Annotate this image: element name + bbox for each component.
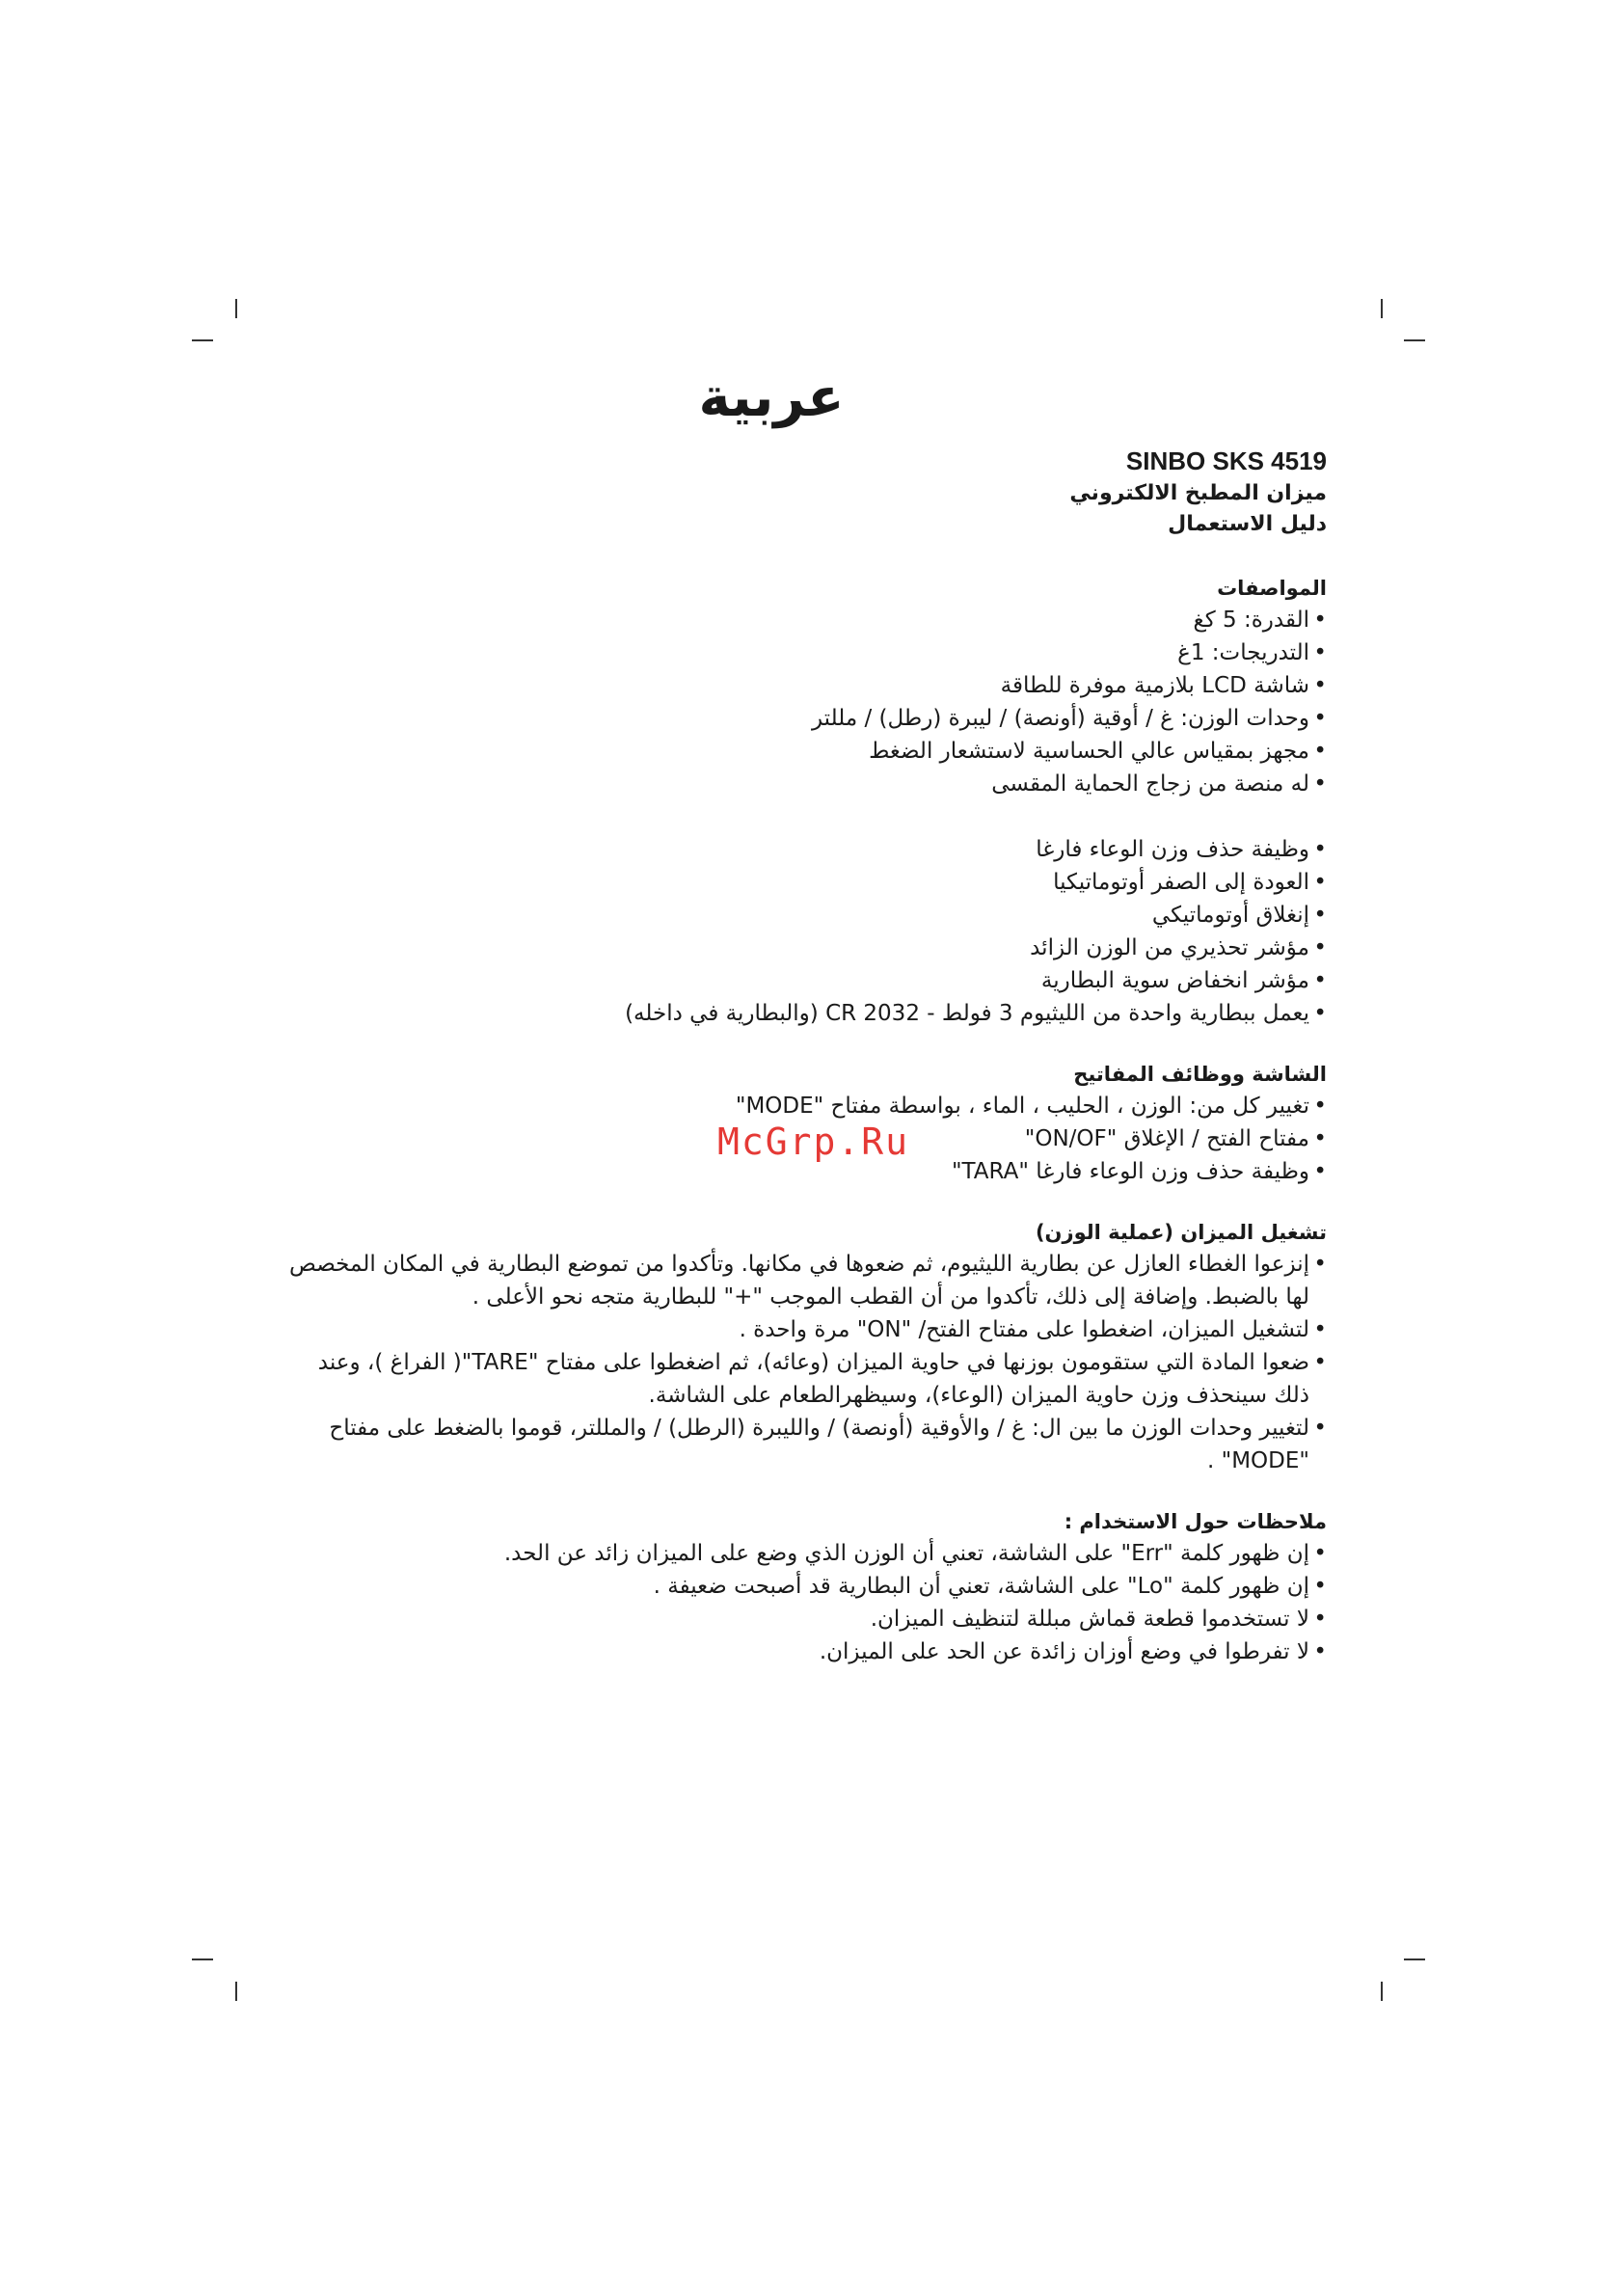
list-item: • وحدات الوزن: غ / أوقية (أونصة) / ليبرة (رطل) / مللتر	[280, 702, 1327, 735]
list-item: • التدريجات: 1غ	[280, 636, 1327, 669]
list-item: • إن ظهور كلمة "Lo" على الشاشة، تعني أن البطارية قد أصبحت ضعيفة .	[280, 1570, 1327, 1603]
crop-mark	[1381, 1982, 1383, 2001]
list-item: • لتشغيل الميزان، اضغطوا على مفتاح الفتح/ "ON" مرة واحدة .	[280, 1313, 1327, 1346]
crop-mark	[235, 299, 237, 318]
watermark: McGrp.Ru	[717, 1121, 910, 1163]
list-item: • إنغلاق أوتوماتيكي	[280, 899, 1327, 932]
list-item: • مؤشر انخفاض سوية البطارية	[280, 964, 1327, 997]
specs-list	[280, 604, 1327, 800]
list-item: • ضعوا المادة التي ستقومون بوزنها في حاوية الميزان (وعائه)، ثم اضغطوا على مفتاح "TARE"( الفراغ )، وعند ذلك سينحذف وزن حاوية الميزان (الوعاء)، وسيظهرالطعام على الشاشة.	[280, 1346, 1327, 1412]
display-keys-heading: الشاشة ووظائف المفاتيح	[1073, 1063, 1327, 1086]
list-item: • مفتاح الفتح / الإغلاق "ON/OF"	[280, 1122, 1327, 1155]
list-item: • إنزعوا الغطاء العازل عن بطارية الليثيوم، ثم ضعوها في مكانها. وتأكدوا من تموضع البطارية في المكان المخصص لها بالضبط. وإضافة إلى ذلك، تأكدوا من أن القطب الموجب "+" للبطارية متجه نحو الأعلى .	[280, 1248, 1327, 1313]
list-item: • مؤشر تحذيري من الوزن الزائد	[280, 932, 1327, 964]
operation-list	[280, 1248, 1327, 1477]
display-keys-list	[280, 1090, 1327, 1188]
crop-mark	[192, 1958, 213, 1960]
crop-mark	[1404, 339, 1425, 341]
document-body	[280, 444, 1327, 1668]
list-item: • لا تستخدموا قطعة قماش مبللة لتنظيف الميزان.	[280, 1603, 1327, 1635]
list-item: • وظيفة حذف وزن الوعاء فارغا "TARA"	[280, 1155, 1327, 1188]
list-item: • العودة إلى الصفر أوتوماتيكيا	[280, 866, 1327, 899]
product-name: ميزان المطبخ الالكتروني	[1069, 481, 1327, 505]
crop-mark	[192, 339, 213, 341]
list-item: • لتغيير وحدات الوزن ما بين ال: غ / والأوقية (أونصة) / والليبرة (الرطل) / والمللتر، قوموا بالضغط على مفتاح "MODE" .	[280, 1412, 1327, 1477]
specs-heading: المواصفات	[1217, 577, 1327, 600]
manual-title: دليل الاستعمال	[1168, 512, 1327, 536]
list-item: • القدرة: 5 كغ	[280, 604, 1327, 636]
operation-heading: تشغيل الميزان (عملية الوزن)	[1035, 1221, 1327, 1244]
language-title: عربية	[698, 366, 845, 429]
crop-mark	[235, 1982, 237, 2001]
list-item: • يعمل ببطارية واحدة من الليثيوم 3 فولط - CR 2032 (والبطارية في داخله)	[280, 997, 1327, 1030]
crop-mark	[1404, 1958, 1425, 1960]
list-item: • لا تفرطوا في وضع أوزان زائدة عن الحد على الميزان.	[280, 1635, 1327, 1668]
list-item: • مجهز بمقياس عالي الحساسية لاستشعار الضغط	[280, 735, 1327, 768]
list-item: • إن ظهور كلمة "Err" على الشاشة، تعني أن الوزن الذي وضع على الميزان زائد عن الحد.	[280, 1537, 1327, 1570]
spacer	[280, 800, 1327, 833]
model-name: SINBO SKS 4519	[1125, 446, 1327, 475]
list-item: • له منصة من زجاج الحماية المقسى	[280, 768, 1327, 800]
notes-heading: ملاحظات حول الاستخدام :	[1064, 1510, 1327, 1533]
list-item: • تغيير كل من: الوزن ، الحليب ، الماء ، بواسطة مفتاح "MODE"	[280, 1090, 1327, 1122]
list-item: • وظيفة حذف وزن الوعاء فارغا	[280, 833, 1327, 866]
features-list	[280, 833, 1327, 1030]
crop-mark	[1381, 299, 1383, 318]
list-item: • شاشة LCD بلازمية موفرة للطاقة	[280, 669, 1327, 702]
notes-list	[280, 1537, 1327, 1668]
